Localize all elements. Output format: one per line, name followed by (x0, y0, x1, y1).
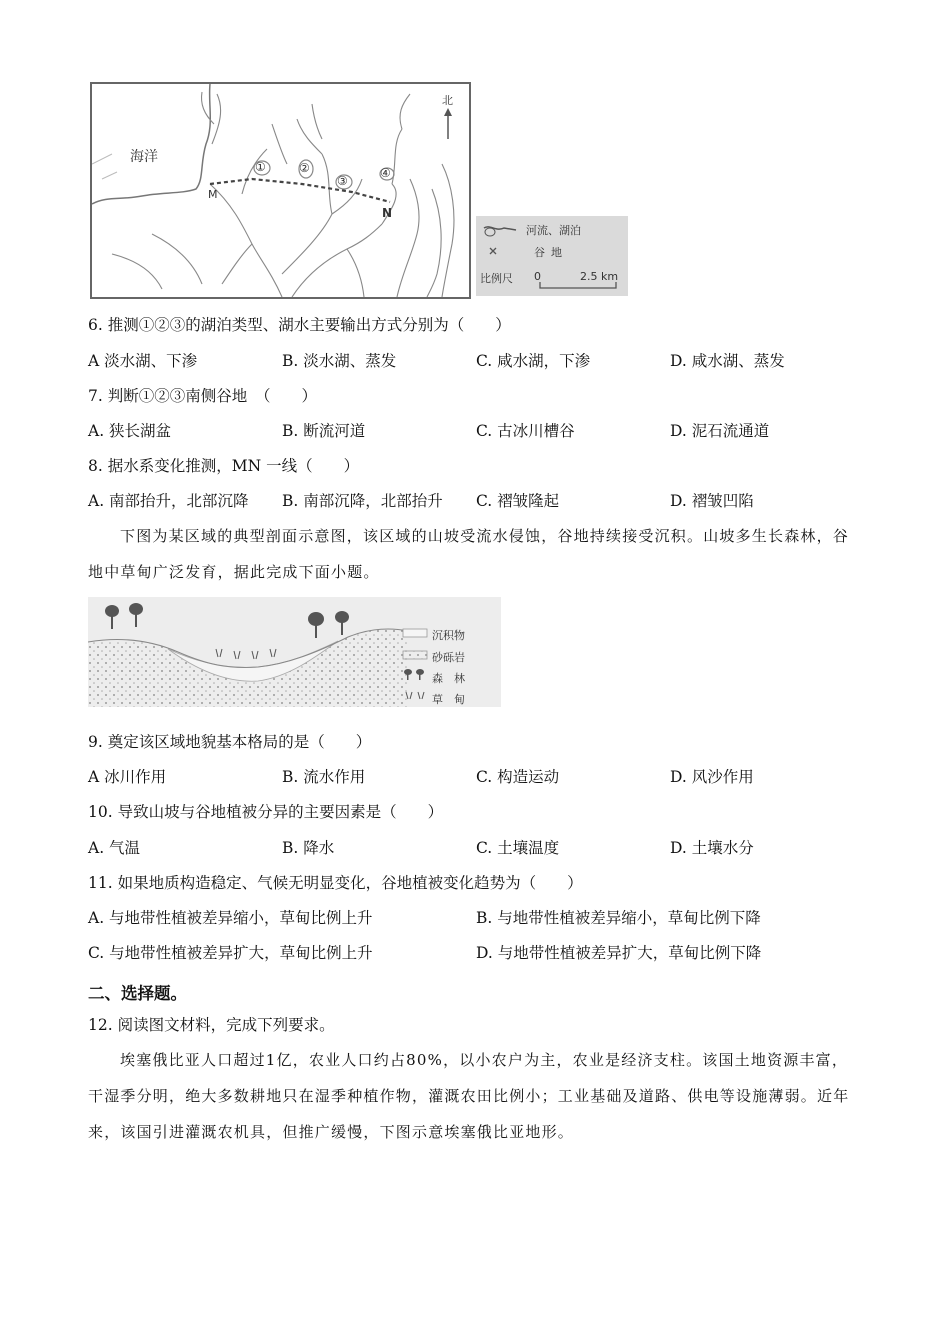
q12-paragraph: 埃塞俄比亚人口超过1亿，农业人口约占80%，以小农户为主，农业是经济支柱。该国土地资源丰富，干湿季分明，绝大多数耕地只在湿季种植作物，灌溉农田比例小；工业基础及道路、供电等设施薄弱。近年来，该国引进灌溉农机具，但推广缓慢，下图示意埃塞俄比亚地形。 (88, 1051, 850, 1141)
q6-option-d[interactable]: D. 咸水湖、蒸发 (670, 352, 785, 370)
question-8: 8. 据水系变化推测，MN 一线（ ） (88, 457, 360, 475)
north-label: 北 (442, 94, 453, 107)
section-2-heading: 二、选择题。 (88, 984, 187, 1003)
legend-forest: 森 林 (432, 672, 465, 685)
q10-option-d[interactable]: D. 土壤水分 (670, 839, 754, 857)
legend-river-lake: 河流、湖泊 (526, 224, 581, 237)
ocean-label: 海洋 (130, 149, 158, 165)
legend-meadow: 草 甸 (432, 693, 465, 706)
q9-option-d[interactable]: D. 风沙作用 (670, 768, 754, 786)
section-figure (88, 597, 501, 707)
point-m-label: M (208, 188, 218, 201)
lake-3-label: ③ (337, 174, 348, 188)
mn-line (210, 179, 390, 202)
question-7: 7. 判断①②③南侧谷地 （ ） (88, 387, 317, 405)
question-12: 12. 阅读图文材料，完成下列要求。 (88, 1016, 335, 1034)
scale-bar (538, 282, 618, 292)
q8-option-a[interactable]: A. 南部抬升，北部沉降 (88, 492, 249, 510)
map-figure (90, 82, 471, 299)
q10-option-c[interactable]: C. 土壤温度 (476, 839, 560, 857)
q11-option-d[interactable]: D. 与地带性植被差异扩大，草甸比例下降 (476, 944, 762, 962)
point-n-label: N (382, 206, 393, 220)
legend-scale-value: 2.5 km (580, 270, 619, 283)
q6-option-a[interactable]: A 淡水湖、下渗 (88, 352, 198, 370)
q7-option-d[interactable]: D. 泥石流通道 (670, 422, 770, 440)
forest-trees (105, 603, 349, 638)
q11-option-a[interactable]: A. 与地带性植被差异缩小，草甸比例上升 (88, 909, 373, 927)
q7-option-a[interactable]: A. 狭长湖盆 (88, 422, 172, 440)
q10-option-b[interactable]: B. 降水 (282, 839, 335, 857)
q9-option-b[interactable]: B. 流水作用 (282, 768, 366, 786)
map-drawing (92, 84, 469, 297)
q11-option-b[interactable]: B. 与地带性植被差异缩小，草甸比例下降 (476, 909, 761, 927)
question-9: 9. 奠定该区域地貌基本格局的是（ ） (88, 733, 372, 751)
legend-valley: 谷地 (534, 246, 568, 259)
q8-option-c[interactable]: C. 褶皱隆起 (476, 492, 560, 510)
legend-scale-zero: 0 (534, 270, 541, 283)
q11-option-c[interactable]: C. 与地带性植被差异扩大，草甸比例上升 (88, 944, 373, 962)
q7-option-c[interactable]: C. 古冰川槽谷 (476, 422, 575, 440)
lake-2-label: ② (299, 161, 310, 175)
meadow-grass (216, 649, 276, 659)
question-11: 11. 如果地质构造稳定、气候无明显变化，谷地植被变化趋势为（ ） (88, 874, 583, 892)
question-10: 10. 导致山坡与谷地植被分异的主要因素是（ ） (88, 803, 444, 821)
q10-option-a[interactable]: A. 气温 (88, 839, 141, 857)
lake-1-label: ① (255, 160, 266, 174)
q8-option-d[interactable]: D. 褶皱凹陷 (670, 492, 754, 510)
q9-option-a[interactable]: A 冰川作用 (88, 768, 167, 786)
q6-option-b[interactable]: B. 淡水湖、蒸发 (282, 352, 397, 370)
legend-river-icon (482, 222, 518, 262)
intro-paragraph-2: 下图为某区域的典型剖面示意图，该区域的山坡受流水侵蚀，谷地持续接受沉积。山坡多生长森林，谷地中草甸广泛发育，据此完成下面小题。 (88, 527, 850, 581)
q7-option-b[interactable]: B. 断流河道 (282, 422, 366, 440)
legend-sandstone: 砂砾岩 (432, 651, 465, 664)
q6-option-c[interactable]: C. 咸水湖，下渗 (476, 352, 591, 370)
q9-option-c[interactable]: C. 构造运动 (476, 768, 560, 786)
q8-option-b[interactable]: B. 南部沉降，北部抬升 (282, 492, 443, 510)
map-legend (476, 216, 628, 296)
question-6: 6. 推测①②③的湖泊类型、湖水主要输出方式分别为（ ） (88, 316, 511, 334)
lake-4-label: ④ (380, 166, 391, 180)
legend-sediment: 沉积物 (432, 629, 465, 642)
legend-scale-label: 比例尺 (480, 272, 513, 285)
